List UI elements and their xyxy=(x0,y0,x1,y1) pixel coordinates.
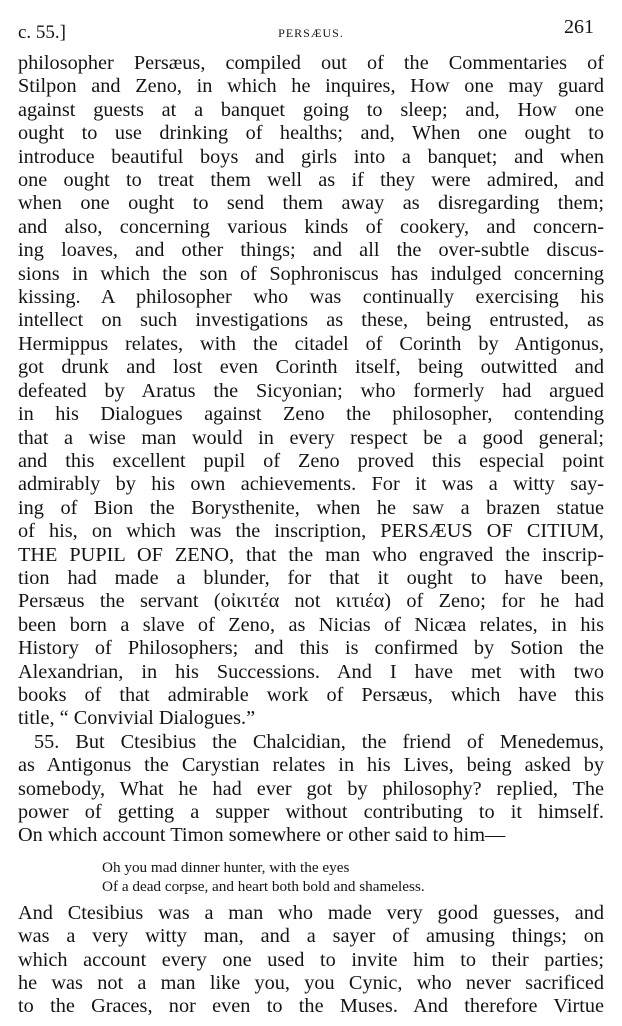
text-line: Stilpon and Zeno, in which he inquires, How one may guard xyxy=(18,75,604,98)
section-marker: c. 55.] xyxy=(18,22,67,43)
text-line: On which account Timon somewhere or other said to him— xyxy=(18,824,506,847)
running-title: PERSÆUS. xyxy=(278,26,344,40)
text-line: Persæus the servant (οἰκιτέα not κιτιέα) of Zeno; for he had xyxy=(18,590,604,613)
text-line: got drunk and lost even Corinth itself, being outwitted and xyxy=(18,356,604,379)
text-line: THE PUPIL OF ZENO, that the man who engraved the inscrip- xyxy=(18,543,604,566)
text-line: somebody, What he had ever got by philosophy? replied, The xyxy=(18,777,604,800)
text-line: And Ctesibius was a man who made very good guesses, and xyxy=(18,901,604,924)
text-line: sions in which the son of Sophroniscus has indulged concerning xyxy=(18,262,604,285)
text-line: ought to use drinking of healths; and, When one ought to xyxy=(18,122,604,145)
text-line: admirably by his own achievements. For it was a witty say- xyxy=(18,473,604,496)
text-line: that a wise man would in every respect be a good general; xyxy=(18,426,604,449)
text-line: been born a slave of Zeno, as Nicias of Nicæa relates, in his xyxy=(18,613,604,636)
text-line: power of getting a supper without contributing to it himself. xyxy=(18,801,604,823)
text-line: title, “ Convivial Dialogues.” xyxy=(18,707,256,730)
text-line: and this excellent pupil of Zeno proved this especial point xyxy=(18,449,604,472)
text-line: was a very witty man, and a sayer of amusing things; on xyxy=(18,925,604,948)
text-line: Hermippus relates, with the citadel of Corinth by Antigonus, xyxy=(18,332,604,355)
verse-line: Oh you mad dinner hunter, with the eyes xyxy=(102,858,350,876)
book-page xyxy=(18,12,604,1019)
paragraph-2 xyxy=(18,731,604,848)
text-line: ing loaves, and other things; and all the over-subtle discus- xyxy=(18,239,604,262)
text-line: 55. But Ctesibius the Chalcidian, the friend of Menedemus, xyxy=(34,730,604,753)
text-line: in his Dialogues against Zeno the philosopher, contending xyxy=(18,403,604,426)
text-line: kissing. A philosopher who was continually exercising his xyxy=(18,286,604,309)
text-line: tion had made a blunder, for that it ought to have been, xyxy=(18,566,604,589)
text-line: of his, on which was the inscription, PERSÆUS OF CITIUM, xyxy=(18,520,604,543)
text-line: he was not a man like you, you Cynic, who never sacrificed xyxy=(18,972,604,995)
text-line: and also, concerning various kinds of cookery, and concern- xyxy=(18,215,604,238)
verse-quotation xyxy=(102,858,604,896)
text-line: ing of Bion the Borysthenite, when he saw a brazen statue xyxy=(18,496,604,519)
text-line: which account every one used to invite him to their parties; xyxy=(18,948,604,971)
text-line: books of that admirable work of Persæus, which have this xyxy=(18,683,604,706)
text-line: to the Graces, nor even to the Muses. And therefore Virtue xyxy=(18,995,604,1018)
paragraph-1 xyxy=(18,52,604,731)
text-line: intellect on such investigations as these, being entrusted, as xyxy=(18,309,604,332)
text-line: as Antigonus the Carystian relates in his Lives, being asked by xyxy=(18,754,604,777)
text-line: one ought to treat them well as if they were admired, and xyxy=(18,169,604,192)
text-line: History of Philosophers; and this is confirmed by Sotion the xyxy=(18,637,604,660)
text-line: when one ought to send them away as disregarding them; xyxy=(18,192,604,215)
verse-line: Of a dead corpse, and heart both bold and shameless. xyxy=(102,877,425,895)
text-line: introduce beautiful boys and girls into a banquet; and when xyxy=(18,145,604,168)
paragraph-3 xyxy=(18,902,604,1019)
text-line: against guests at a banquet going to sleep; and, How one xyxy=(18,98,604,121)
text-line: defeated by Aratus the Sicyonian; who formerly had argued xyxy=(18,379,604,402)
running-head xyxy=(18,12,604,52)
text-line: Alexandrian, in his Successions. And I have met with two xyxy=(18,660,604,683)
text-line: philosopher Persæus, compiled out of the Commentaries of xyxy=(18,52,604,74)
page-number: 261 xyxy=(564,16,594,38)
